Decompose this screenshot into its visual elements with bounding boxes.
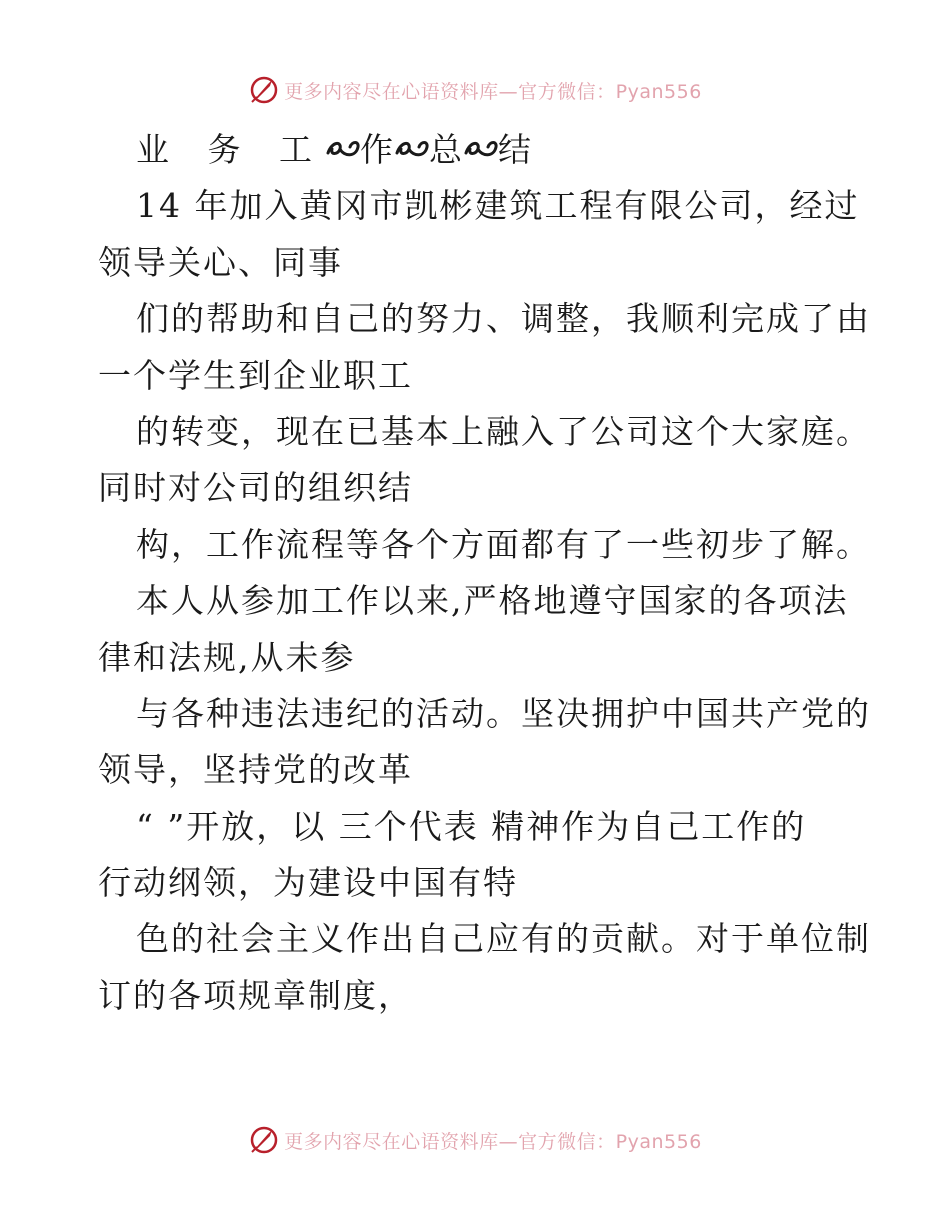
quill-logo-icon: [248, 74, 280, 106]
paragraph-line: “ ”开放，以 三个代表 精神作为自己工作的: [136, 806, 807, 846]
banner-text: 更多内容尽在心语资料库—官方微信：Pyan556: [284, 1130, 702, 1153]
footer-banner: [0, 1120, 950, 1160]
paragraph-line: 同时对公司的组织结: [98, 468, 413, 508]
paragraph-line: 们的帮助和自己的努力、调整，我顺利完成了由: [136, 299, 871, 339]
paragraph-line: 领导关心、同事: [98, 242, 343, 282]
ornament-icon: [395, 124, 429, 152]
title-part: 总: [428, 130, 464, 169]
banner-text: 更多内容尽在心语资料库—官方微信：Pyan556: [284, 80, 702, 103]
ornament-icon: [326, 124, 360, 152]
document-title: [98, 122, 858, 178]
ornament-icon: [464, 124, 498, 152]
paragraph-line: 领导，坚持党的改革: [98, 750, 413, 790]
paragraph-line: 本人从参加工作以来,严格地遵守国家的各项法: [136, 581, 849, 621]
title-part: 结: [497, 130, 533, 169]
title-part: 业 务 工: [136, 130, 326, 169]
document-body: [98, 122, 871, 1024]
header-banner: [0, 70, 950, 110]
paragraph-line: 行动纲领，为建设中国有特: [98, 863, 518, 903]
paragraph-line: 色的社会主义作出自己应有的贡献。对于单位制: [136, 919, 871, 959]
paragraph-line: 订的各项规章制度，: [98, 975, 413, 1015]
paragraph-line: 的转变，现在已基本上融入了公司这个大家庭。: [136, 411, 871, 451]
paragraph-line: 构，工作流程等各个方面都有了一些初步了解。: [136, 524, 871, 564]
paragraph-line: 14 年加入黄冈市凯彬建筑工程有限公司，经过: [136, 186, 860, 226]
paragraph-line: 律和法规,从未参: [98, 637, 356, 677]
title-part: 作: [359, 130, 395, 169]
quill-logo-icon: [248, 1124, 280, 1156]
paragraph-line: 一个学生到企业职工: [98, 355, 413, 395]
paragraph-line: 与各种违法违纪的活动。坚决拥护中国共产党的: [136, 693, 871, 733]
